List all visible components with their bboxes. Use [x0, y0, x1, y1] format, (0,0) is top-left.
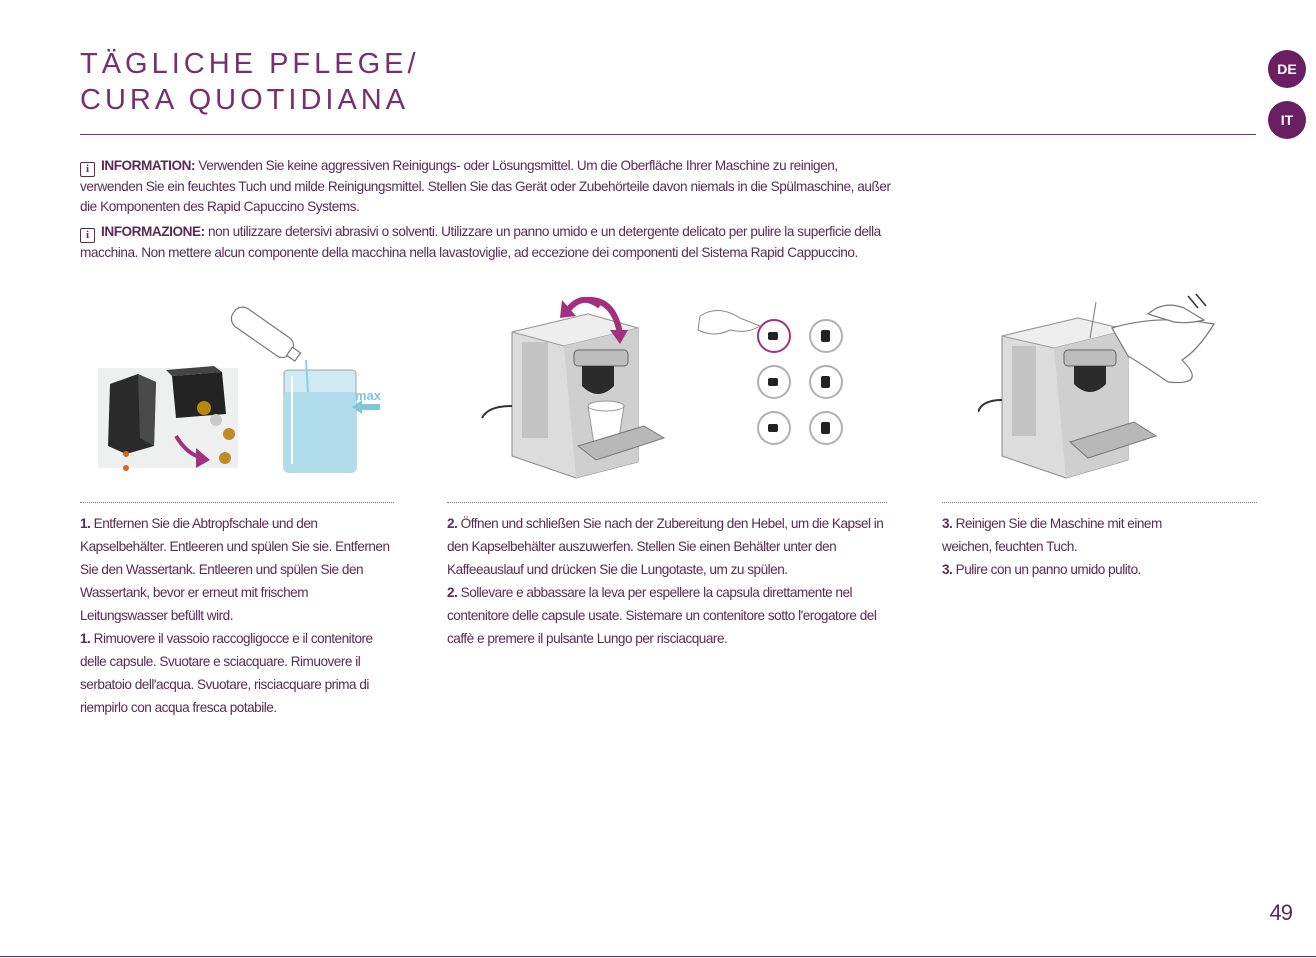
info-icon: i: [80, 162, 95, 177]
info-text-de: Verwenden Sie keine aggressiven Reinigungs- oder Lösungsmittel. Um die Oberfläche Ihrer Maschine zu reinigen, verwenden Sie ein feuchtes Tuch und milde Reinigungsmittel. Stellen Sie das Gerät oder Zubehörteile davon niemals in die Spülmaschine, außer die Komponenten des Rapid Capuccino Systems.: [80, 158, 891, 214]
language-badge-de[interactable]: DE: [1268, 50, 1306, 88]
info-label-it: INFORMAZIONE:: [101, 224, 205, 239]
step-3: [942, 512, 1212, 581]
page-number: 49: [1269, 900, 1292, 925]
step-3-divider: [942, 502, 1257, 503]
step-text-it: Rimuovere il vassoio raccogligocce e il contenitore delle capsule. Svuotare e sciacquare. Rimuovere il serbatoio dell'acqua. Svuotare, risciacquare prima di riempirlo con acqua fresca potabile.: [80, 631, 373, 715]
step-number: 3.: [942, 562, 953, 577]
info-text-it: non utilizzare detersivi abrasivi o solventi. Utilizzare un panno umido e un detergente delicato per pulire la superficie della macchina. Non mettere alcun componente della macchina nella lavastoviglie, ad eccezione dei componenti del Sistema Rapid Cappuccino.: [80, 224, 881, 260]
step-3-de: [942, 512, 1212, 558]
illustration-step-3: [978, 290, 1228, 488]
step-number: 3.: [942, 516, 953, 531]
bottle-shape: [227, 303, 297, 361]
hand-icon: [698, 310, 760, 334]
step-1-it: [80, 627, 398, 719]
capsule-icon: [219, 452, 231, 464]
language-badge-it[interactable]: IT: [1268, 101, 1306, 139]
title-line-de: TÄGLICHE PFLEGE/: [80, 48, 420, 80]
page-title: [80, 46, 420, 118]
max-label: max: [355, 388, 382, 403]
info-icon: i: [80, 228, 95, 243]
step-text-de: Entfernen Sie die Abtropfschale und den Kapselbehälter. Entleeren und spülen Sie sie. Entfernen Sie den Wassertank. Entleeren und spülen Sie den Wassertank, bevor er erneut mit frischem Leitungswasser befüllt wird.: [80, 516, 390, 623]
step-3-it: [942, 558, 1212, 581]
step-2-it: [447, 581, 891, 650]
step-text-de: Öffnen und schließen Sie nach der Zubereitung den Hebel, um die Kapsel in den Kapselbehälter auszuwerfen. Stellen Sie einen Behälter unter den Kaffeeauslauf und drücken Sie die Lungotaste, um zu spülen.: [447, 516, 884, 577]
illustration-step-1: [96, 296, 396, 486]
capsule-icon: [210, 414, 222, 426]
capsule-icon: [223, 428, 235, 440]
step-text-it: Pulire con un panno umido pulito.: [955, 562, 1141, 577]
coffee-outlet-shape: [582, 366, 614, 394]
info-note-it: [80, 222, 910, 263]
step-1-de: [80, 512, 398, 627]
illustration-step-2: [478, 286, 858, 486]
step-2: [447, 512, 891, 650]
info-note-de: [80, 156, 900, 217]
step-text-de: Reinigen Sie die Maschine mit einem weichen, feuchten Tuch.: [942, 516, 1162, 554]
bottom-divider: [0, 956, 1316, 957]
drip-drop: [123, 465, 129, 471]
drip-drop: [123, 451, 129, 457]
step-number: 1.: [80, 631, 91, 646]
title-line-it: CURA QUOTIDIANA: [80, 84, 410, 116]
step-2-divider: [447, 502, 887, 503]
step-number: 2.: [447, 516, 458, 531]
step-text-it: Sollevare e abbassare la leva per espellere la capsula direttamente nel contenitore delle capsule usate. Sistemare un contenitore sotto l'erogatore del caffè e premere il pulsante Lungo per risciacquare.: [447, 585, 877, 646]
step-number: 2.: [447, 585, 458, 600]
info-label-de: INFORMATION:: [101, 158, 196, 173]
step-number: 1.: [80, 516, 91, 531]
capsule-icon: [197, 401, 211, 415]
step-2-de: [447, 512, 891, 581]
title-divider: [80, 134, 1256, 135]
step-1-divider: [80, 502, 394, 503]
step-1: [80, 512, 398, 719]
